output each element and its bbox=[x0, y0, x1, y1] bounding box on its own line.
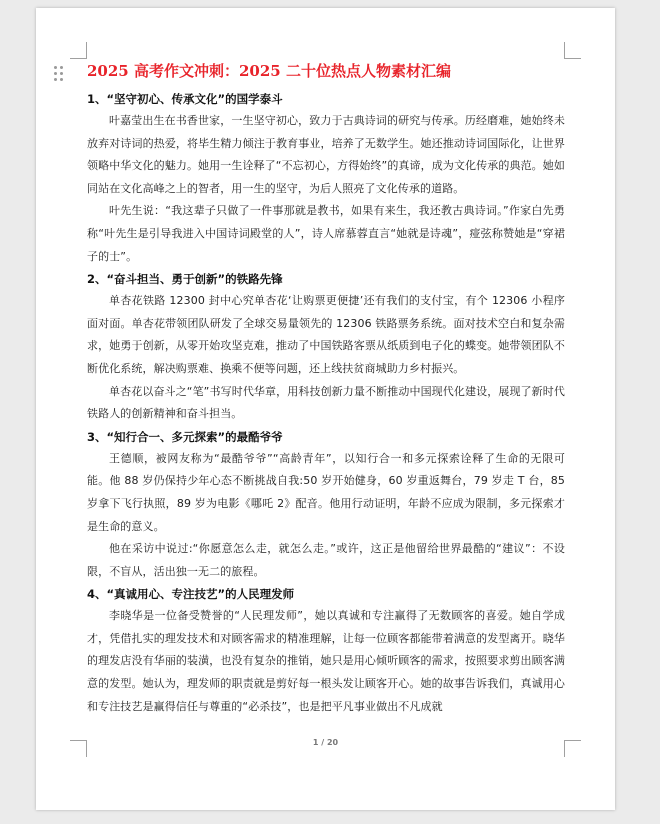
section-heading-3: 3、“知行合一、多元探索”的最酷爷爷 bbox=[87, 429, 283, 444]
section-heading-1: 1、“坚守初心、传承文化”的国学泰斗 bbox=[87, 92, 283, 106]
section-heading-4: 4、“真诚用心、专注技艺”的人民理发师 bbox=[87, 587, 295, 602]
paragraph: 他在采访中说过:“你愿意怎么走，就怎么走。”或许，这正是他留给世界最酷的“建议”：不设限，不盲从，活出独一无二的旅程。 bbox=[87, 542, 565, 578]
paragraph: 李晓华是一位备受赞誉的“人民理发师”，她以真诚和专注赢得了无数顾客的喜爱。她自学成才，凭借扎实的理发技术和对顾客需求的精准理解，让每一位顾客都能带着满意的发型离开。晓华的理发店没有华丽的装潢，也没有复杂的推销，她只是用心倾听顾客的需求，按照要求剪出顾客满意的发型。她认为，理发师的职责就是剪好每一根头发让顾客开心。她的故事告诉我们，真诚用心和专注技艺是赢得信任与尊重的“必杀技”，也是把平凡事业做出不凡成就 bbox=[87, 609, 565, 713]
drag-handle-icon[interactable] bbox=[54, 66, 64, 82]
paragraph: 王德顺，被网友称为“最酷爷爷”“高龄青年”，以知行合一和多元探索诠释了生命的无限可能。他 88 岁仍保持少年心态不断挑战自我:50 岁开始健身，60 岁重返舞台，79 岁走 T 台，85 岁拿下飞行执照，89 岁为电影《哪吒 2》配音。他用行动证明，年龄不应成为限制，多元探索才是生命的意义。 bbox=[87, 451, 565, 533]
document-title: 2025 高考作文冲刺：2025 二十位热点人物素材汇编 bbox=[87, 62, 451, 80]
paragraph: 单杏花铁路 12300 封中心究单杏花‘让购票更便捷’还有我们的支付宝，有个 12306 小程序 面对面。单杏花带领团队研发了全球交易量领先的 12306 铁路票务系统。面对技术空白和复杂需求，她勇于创新，从零开始攻坚克难，推动了中国铁路客票从纸质到电子化的蝶变。她带领团队不断优化系统，解决购票难、换乘不便等问题，还上线扶贫商城助力乡村振兴。 bbox=[87, 294, 577, 375]
document-page bbox=[36, 8, 615, 810]
paragraph: 单杏花以奋斗之“笔”书写时代华章，用科技创新力量不断推动中国现代化建设，展现了新时代铁路人的创新精神和奋斗担当。 bbox=[87, 384, 565, 421]
page-indicator: 1 / 20 bbox=[312, 738, 339, 747]
section-heading-2: 2、“奋斗担当、勇于创新”的铁路先锋 bbox=[87, 272, 283, 287]
margin-corner-top-right bbox=[564, 42, 581, 59]
paragraph: 叶嘉莹出生在书香世家，一生坚守初心，致力于古典诗词的研究与传承。历经磨难，她始终未放弃对诗词的热爱，将毕生精力倾注于教育事业，培养了无数学生。她还推动诗词国际化，让世界领略中华文化的魅力。她用一生诠释了“不忘初心，方得始终”的真谛，成为文化传承的典范。她如同站在文化高峰之上的智者，用一生的坚守，为后人照亮了文化传承的道路。 bbox=[87, 114, 565, 195]
margin-corner-top-left bbox=[70, 42, 87, 59]
document-body[interactable] bbox=[87, 58, 577, 718]
paragraph: 叶先生说：“我这辈子只做了一件事那就是教书，如果有来生，我还教古典诗词。”作家白先勇称“叶先生是引导我进入中国诗词殿堂的人”，诗人席慕蓉直言“她就是诗魂”，痖弦称赞她是“穿裙子的士”。 bbox=[87, 204, 565, 263]
